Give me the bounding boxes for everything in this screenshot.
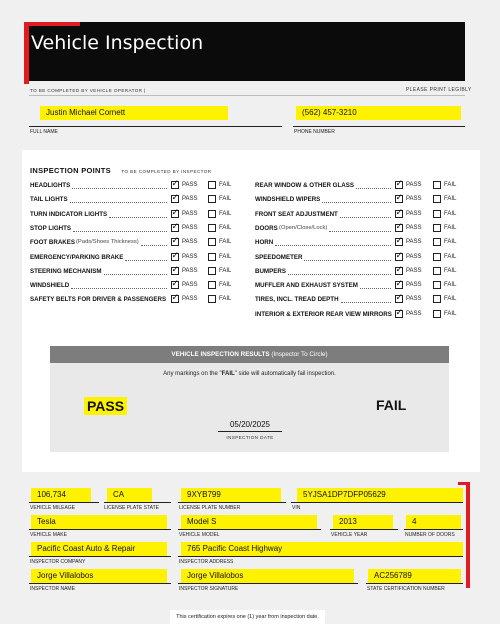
pass-checkbox[interactable] [395, 295, 403, 303]
year-label: VEHICLE YEAR [331, 532, 368, 538]
field-underline [330, 529, 398, 530]
fail-label: FAIL [219, 282, 232, 289]
accent-bar-right-vertical [466, 482, 470, 588]
model-label: VEHICLE MODEL [179, 532, 220, 538]
inspection-item-sublabel: (Pads/Shoes Thickness) [76, 239, 139, 246]
inspection-item-label: TURN INDICATOR LIGHTS [30, 210, 108, 218]
page-title: Vehicle Inspection [31, 32, 204, 54]
phone-label: PHONE NUMBER [294, 129, 335, 135]
phone-field[interactable]: (562) 457-3210 [296, 106, 461, 120]
inspector-name-label: INSPECTOR NAME [30, 586, 75, 592]
inspector-address-field[interactable]: 765 Pacific Coast Highway [181, 542, 463, 556]
inspection-item [30, 209, 242, 223]
print-note: PLEASE PRINT LEGIBLY [406, 87, 472, 93]
full-name-underline [29, 126, 282, 127]
inspection-item [255, 266, 465, 280]
inspection-item [30, 266, 242, 280]
inspection-item [255, 194, 465, 208]
inspection-item [30, 294, 242, 308]
pass-checkbox[interactable] [171, 281, 179, 289]
fail-result[interactable]: FAIL [376, 397, 407, 413]
fail-label: FAIL [219, 267, 232, 274]
inspection-item [30, 180, 242, 194]
dot-leader [73, 231, 167, 232]
fail-checkbox[interactable] [208, 210, 216, 218]
results-header: VEHICLE INSPECTION RESULTS (Inspector To Circle) [50, 346, 449, 363]
fail-label: FAIL [444, 210, 457, 217]
field-underline [29, 556, 171, 557]
inspection-item-label: HEADLIGHTS [30, 182, 71, 189]
fail-checkbox[interactable] [208, 267, 216, 275]
inspection-item [255, 309, 465, 323]
dot-leader [125, 260, 167, 261]
field-underline [404, 529, 463, 530]
fail-checkbox[interactable] [208, 195, 216, 203]
field-underline [291, 502, 463, 503]
inspection-item-label: TAIL LIGHTS [30, 196, 68, 204]
inspection-item [255, 180, 465, 194]
pass-checkbox[interactable] [395, 253, 403, 261]
fail-label: FAIL [219, 296, 232, 303]
inspection-item [30, 223, 242, 237]
inspection-item-label: BUMPERS [255, 267, 286, 275]
inspection-item [255, 252, 465, 266]
cert-number-label: STATE CERTIFICATION NUMBER [367, 586, 445, 592]
dot-leader [360, 288, 391, 289]
field-underline [178, 529, 321, 530]
fail-checkbox[interactable] [208, 281, 216, 289]
pass-checkbox[interactable] [171, 238, 179, 246]
inspector-address-label: INSPECTOR ADDRESS [179, 559, 234, 565]
fail-label: FAIL [444, 239, 457, 246]
fail-checkbox[interactable] [433, 238, 441, 246]
inspection-points-header [30, 160, 212, 178]
pass-label: PASS [406, 296, 422, 303]
year-field[interactable]: 2013 [333, 515, 393, 529]
inspection-item-label: REAR WINDOW & OTHER GLASS [255, 182, 354, 189]
inspection-date-value[interactable]: 05/20/2025 [229, 420, 271, 429]
pass-label: PASS [182, 267, 198, 274]
fail-label: FAIL [444, 267, 457, 274]
doors-field[interactable]: 4 [406, 515, 461, 529]
pass-label: PASS [406, 182, 422, 188]
pass-label: PASS [406, 282, 422, 289]
pass-label: PASS [406, 253, 422, 260]
dot-leader [275, 245, 391, 246]
pass-checkbox[interactable] [395, 310, 403, 318]
fail-checkbox[interactable] [433, 295, 441, 303]
inspection-item-label: STOP LIGHTS [30, 224, 72, 232]
fail-checkbox[interactable] [433, 224, 441, 232]
pass-label: PASS [406, 239, 422, 246]
inspection-item [30, 237, 242, 251]
dot-leader [70, 202, 167, 203]
inspection-points-title: INSPECTION POINTS [30, 166, 111, 175]
inspector-signature-field[interactable]: Jorge Villalobos [181, 569, 354, 583]
inspection-item-label: STEERING MECHANISM [30, 267, 102, 275]
fail-label: FAIL [444, 282, 457, 289]
fail-checkbox[interactable] [208, 181, 216, 189]
fail-checkbox[interactable] [208, 295, 216, 303]
dot-leader [341, 302, 391, 303]
pass-checkbox[interactable] [171, 253, 179, 261]
make-label: VEHICLE MAKE [30, 532, 67, 538]
dot-leader [104, 274, 167, 275]
pass-label: PASS [182, 296, 198, 303]
accent-bar-top [24, 22, 80, 26]
fail-label: FAIL [444, 196, 457, 203]
fail-checkbox[interactable] [433, 210, 441, 218]
plate-state-label: LICENSE PLATE STATE [104, 505, 160, 511]
fail-checkbox[interactable] [208, 224, 216, 232]
pass-checkbox[interactable] [395, 238, 403, 246]
inspector-signature-label: INSPECTOR SIGNATURE [179, 586, 239, 592]
inspection-item-sublabel: (Open/Close/Lock) [279, 224, 328, 231]
inspection-item-label: WINDSHIELD [30, 282, 70, 290]
inspection-item-label: HORN [255, 239, 274, 247]
fail-checkbox[interactable] [433, 281, 441, 289]
plate-number-label: LICENSE PLATE NUMBER [179, 505, 241, 511]
fail-label: FAIL [219, 182, 232, 188]
vin-label: VIN [292, 505, 301, 511]
pass-checkbox[interactable] [395, 267, 403, 275]
pass-label: PASS [182, 282, 198, 289]
dot-leader [71, 288, 167, 289]
divider [29, 95, 465, 96]
mileage-label: VEHICLE MILEAGE [30, 505, 76, 511]
dot-leader [288, 274, 391, 275]
dot-leader [109, 217, 167, 218]
pass-checkbox[interactable] [395, 195, 403, 203]
fail-label: FAIL [444, 182, 457, 188]
fail-checkbox[interactable] [433, 267, 441, 275]
inspection-item-label: SPEEDOMETER [255, 253, 303, 261]
plate-state-field[interactable]: CA [107, 488, 152, 502]
inspection-item [255, 223, 465, 237]
model-field[interactable]: Model S [181, 515, 317, 529]
operator-note: TO BE COMPLETED BY VEHICLE OPERATOR | [30, 88, 146, 93]
inspection-item-label: INTERIOR & EXTERIOR REAR VIEW MIRRORS [255, 310, 392, 318]
fail-label: FAIL [219, 224, 232, 231]
fail-label: FAIL [219, 210, 232, 217]
make-field[interactable]: Tesla [31, 515, 167, 529]
inspection-item-label: DOORS [255, 224, 278, 232]
dot-leader [340, 217, 391, 218]
cert-number-field[interactable]: AC256789 [368, 569, 461, 583]
pass-label: PASS [406, 267, 422, 274]
field-underline [178, 502, 286, 503]
inspection-date-label: INSPECTION DATE [226, 435, 274, 440]
accent-bar-left [24, 22, 29, 84]
dot-leader [72, 188, 167, 189]
inspection-item [30, 194, 242, 208]
pass-label: PASS [182, 210, 198, 217]
fail-label: FAIL [219, 196, 232, 203]
inspection-item-label: TIRES, INCL. TREAD DEPTH [255, 296, 339, 304]
pass-label: PASS [406, 224, 422, 231]
pass-result[interactable]: PASS [84, 397, 127, 415]
phone-underline [293, 126, 465, 127]
pass-label: PASS [182, 182, 198, 188]
inspection-item [255, 294, 465, 308]
doors-label: NUMBER OF DOORS [405, 532, 455, 538]
dot-leader [329, 231, 391, 232]
inspection-item-label: EMERGENCY/PARKING BRAKE [30, 253, 124, 261]
pass-checkbox[interactable] [171, 224, 179, 232]
full-name-label: FULL NAME [30, 129, 58, 135]
inspection-item [30, 252, 242, 266]
inspection-item-label: MUFFLER AND EXHAUST SYSTEM [255, 282, 358, 290]
pass-checkbox[interactable] [395, 210, 403, 218]
field-underline [29, 529, 171, 530]
field-underline [29, 502, 99, 503]
dot-leader [141, 245, 167, 246]
fail-label: FAIL [219, 239, 232, 246]
pass-checkbox[interactable] [171, 181, 179, 189]
pass-checkbox[interactable] [171, 210, 179, 218]
inspection-item [255, 209, 465, 223]
fail-label: FAIL [444, 253, 457, 260]
inspection-item-label: FRONT SEAT ADJUSTMENT [255, 210, 338, 218]
fail-checkbox[interactable] [433, 310, 441, 318]
inspection-date-underline [218, 431, 282, 432]
field-underline [366, 583, 463, 584]
pass-label: PASS [182, 224, 198, 231]
pass-checkbox[interactable] [171, 267, 179, 275]
fail-label: FAIL [219, 253, 232, 260]
inspection-item [255, 280, 465, 294]
pass-checkbox[interactable] [171, 195, 179, 203]
field-underline [104, 502, 171, 503]
dot-leader [356, 188, 391, 189]
dot-leader [322, 202, 391, 203]
inspection-item [30, 280, 242, 294]
pass-label: PASS [406, 210, 422, 217]
inspection-item-label: SAFETY BELTS FOR DRIVER & PASSENGERS [30, 296, 167, 304]
fail-checkbox[interactable] [433, 253, 441, 261]
field-underline [178, 556, 463, 557]
pass-label: PASS [406, 310, 422, 317]
pass-checkbox[interactable] [395, 181, 403, 189]
fail-label: FAIL [444, 224, 457, 231]
inspection-item [255, 237, 465, 251]
plate-number-field[interactable]: 9XYB799 [181, 488, 281, 502]
inspection-points-subtitle: TO BE COMPLETED BY INSPECTOR [121, 169, 212, 174]
results-note: Any markings on the "FAIL" side will automatically fail inspection. [163, 371, 336, 377]
pass-label: PASS [182, 253, 198, 260]
footer-note: This certification expires one (1) year from inspection date. [176, 614, 319, 620]
inspection-item-label: WINDSHIELD WIPERS [255, 196, 321, 204]
pass-checkbox[interactable] [395, 281, 403, 289]
mileage-field[interactable]: 106,734 [31, 488, 91, 502]
full-name-field[interactable]: Justin Michael Cornett [40, 106, 228, 120]
fail-label: FAIL [444, 296, 457, 303]
pass-label: PASS [406, 196, 422, 203]
pass-checkbox[interactable] [171, 295, 179, 303]
fail-label: FAIL [444, 310, 457, 317]
fail-checkbox[interactable] [208, 238, 216, 246]
inspection-item-label: FOOT BRAKES [30, 239, 76, 247]
inspector-name-field[interactable]: Jorge Villalobos [31, 569, 167, 583]
fail-checkbox[interactable] [433, 195, 441, 203]
pass-label: PASS [182, 239, 198, 246]
field-underline [29, 583, 171, 584]
fail-checkbox[interactable] [208, 253, 216, 261]
pass-label: PASS [182, 196, 198, 203]
fail-checkbox[interactable] [433, 181, 441, 189]
dot-leader [304, 260, 391, 261]
vin-field[interactable]: 5YJSA1DP7DFP05629 [297, 488, 463, 502]
pass-checkbox[interactable] [395, 224, 403, 232]
field-underline [178, 583, 358, 584]
inspector-company-field[interactable]: Pacific Coast Auto & Repair [31, 542, 167, 556]
inspector-company-label: INSPECTOR COMPANY [30, 559, 86, 565]
